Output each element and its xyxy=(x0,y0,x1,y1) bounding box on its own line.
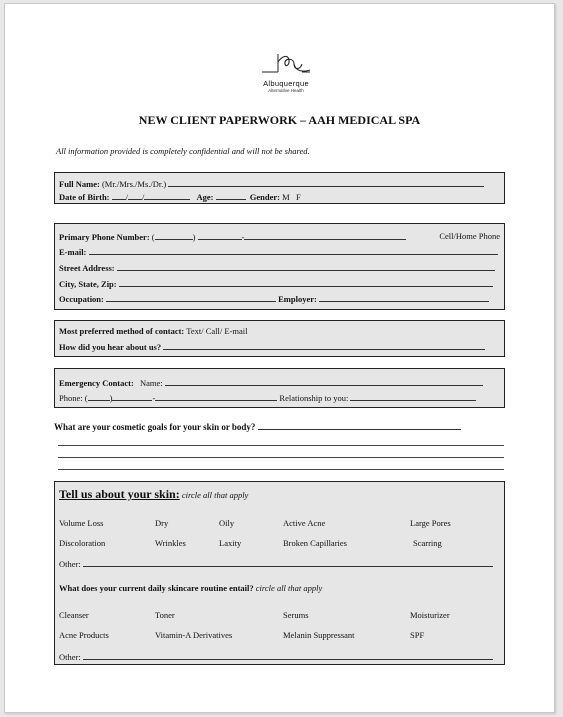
employer-field[interactable] xyxy=(319,293,489,302)
full-name-hint: (Mr./Mrs./Ms./Dr.) xyxy=(101,179,167,189)
routine-option-acne-products[interactable]: Acne Products xyxy=(59,630,109,640)
dob-label: Date of Birth: xyxy=(59,192,110,202)
skin-section xyxy=(54,481,505,665)
employer-label: Employer: xyxy=(278,294,317,304)
occupation-label: Occupation: xyxy=(59,294,104,304)
full-name-label: Full Name: xyxy=(59,179,100,189)
street-field[interactable] xyxy=(117,262,495,271)
street-label: Street Address: xyxy=(59,263,115,273)
skin-other-label: Other: xyxy=(59,559,81,569)
dob-day-field[interactable] xyxy=(128,191,142,200)
emergency-name-label: Name: xyxy=(139,378,163,388)
skin-option-laxity[interactable]: Laxity xyxy=(219,538,242,548)
skin-heading: Tell us about your skin: xyxy=(59,487,180,501)
emergency-label: Emergency Contact: xyxy=(59,378,134,388)
routine-note: circle all that apply xyxy=(255,583,323,593)
email-label: E-mail: xyxy=(59,247,87,257)
routine-option-moisturizer[interactable]: Moisturizer xyxy=(410,610,450,620)
emergency-name-field[interactable] xyxy=(165,377,483,386)
full-name-field[interactable] xyxy=(168,178,484,187)
skin-option-dry[interactable]: Dry xyxy=(155,518,169,528)
gender-options[interactable]: M F xyxy=(282,192,301,202)
contact-preference-section xyxy=(54,320,505,357)
goals-field-line-1[interactable] xyxy=(258,421,461,430)
routine-option-spf[interactable]: SPF xyxy=(410,630,425,640)
skin-other-field[interactable] xyxy=(83,558,493,567)
referral-label: How did you hear about us? xyxy=(59,342,162,352)
goals-field-line-4[interactable] xyxy=(58,469,504,470)
routine-option-cleanser[interactable]: Cleanser xyxy=(59,610,89,620)
emergency-phone-label: Phone: xyxy=(59,393,83,403)
skin-option-wrinkles[interactable]: Wrinkles xyxy=(155,538,186,548)
routine-option-serums[interactable]: Serums xyxy=(283,610,309,620)
emergency-contact-section xyxy=(54,368,505,408)
page-title: NEW CLIENT PAPERWORK – AAH MEDICAL SPA xyxy=(138,113,421,127)
phone-field[interactable]: ( ) - xyxy=(152,232,407,242)
city-label: City, State, Zip: xyxy=(59,279,117,289)
skin-option-large-pores[interactable]: Large Pores xyxy=(410,518,451,528)
personal-info-section: Full Name: (Mr./Mrs./Ms./Dr.) Date of Birth: / / Age: Gender: M F xyxy=(54,172,505,204)
skin-option-broken-capillaries[interactable]: Broken Capillaries xyxy=(283,538,347,548)
dob-month-field[interactable] xyxy=(112,191,126,200)
age-label: Age: xyxy=(196,192,214,202)
contact-info-section xyxy=(54,223,505,310)
goals-label: What are your cosmetic goals for your skin or body? xyxy=(54,422,256,432)
goals-question xyxy=(54,421,550,432)
occupation-field[interactable] xyxy=(106,293,276,302)
age-field[interactable] xyxy=(216,191,246,200)
goals-field-line-3[interactable] xyxy=(58,457,504,458)
city-field[interactable] xyxy=(119,278,493,287)
skin-option-scarring[interactable]: Scarring xyxy=(413,538,442,548)
logo xyxy=(245,50,327,93)
goals-field-line-2[interactable] xyxy=(58,445,504,446)
contact-method-label: Most preferred method of contact: xyxy=(59,326,185,336)
logo-subtitle: Alternative Health xyxy=(268,88,304,93)
skin-option-oily[interactable]: Oily xyxy=(219,518,235,528)
relationship-label: Relationship to you: xyxy=(279,393,349,403)
relationship-field[interactable] xyxy=(350,392,476,401)
dob-year-field[interactable] xyxy=(144,191,190,200)
routine-option-toner[interactable]: Toner xyxy=(155,610,175,620)
routine-question: What does your current daily skincare routine entail? xyxy=(59,583,254,593)
email-field[interactable] xyxy=(89,246,498,255)
logo-name: Albuquerque xyxy=(263,79,309,88)
emergency-phone-field[interactable]: ( ) - xyxy=(85,393,278,403)
routine-option-vitamin-a[interactable]: Vitamin-A Derivatives xyxy=(155,630,233,640)
routine-other-label: Other: xyxy=(59,652,81,662)
skin-heading-note: circle all that apply xyxy=(181,490,249,500)
phone-type-label: Cell/Home Phone xyxy=(439,231,500,241)
logo-signature-icon xyxy=(258,50,314,78)
routine-option-melanin-suppressant[interactable]: Melanin Suppressant xyxy=(283,630,355,640)
skin-option-active-acne[interactable]: Active Acne xyxy=(283,518,326,528)
gender-label: Gender: xyxy=(249,192,280,202)
phone-label: Primary Phone Number: xyxy=(59,232,150,242)
referral-field[interactable] xyxy=(163,341,485,350)
form-page xyxy=(4,3,555,713)
skin-option-volume-loss[interactable]: Volume Loss xyxy=(59,518,104,528)
routine-other-field[interactable] xyxy=(83,651,493,660)
contact-method-options[interactable]: Text/ Call/ E-mail xyxy=(186,326,248,336)
skin-option-discoloration[interactable]: Discoloration xyxy=(59,538,106,548)
confidentiality-note: All information provided is completely confidential and will not be shared. xyxy=(56,146,310,156)
